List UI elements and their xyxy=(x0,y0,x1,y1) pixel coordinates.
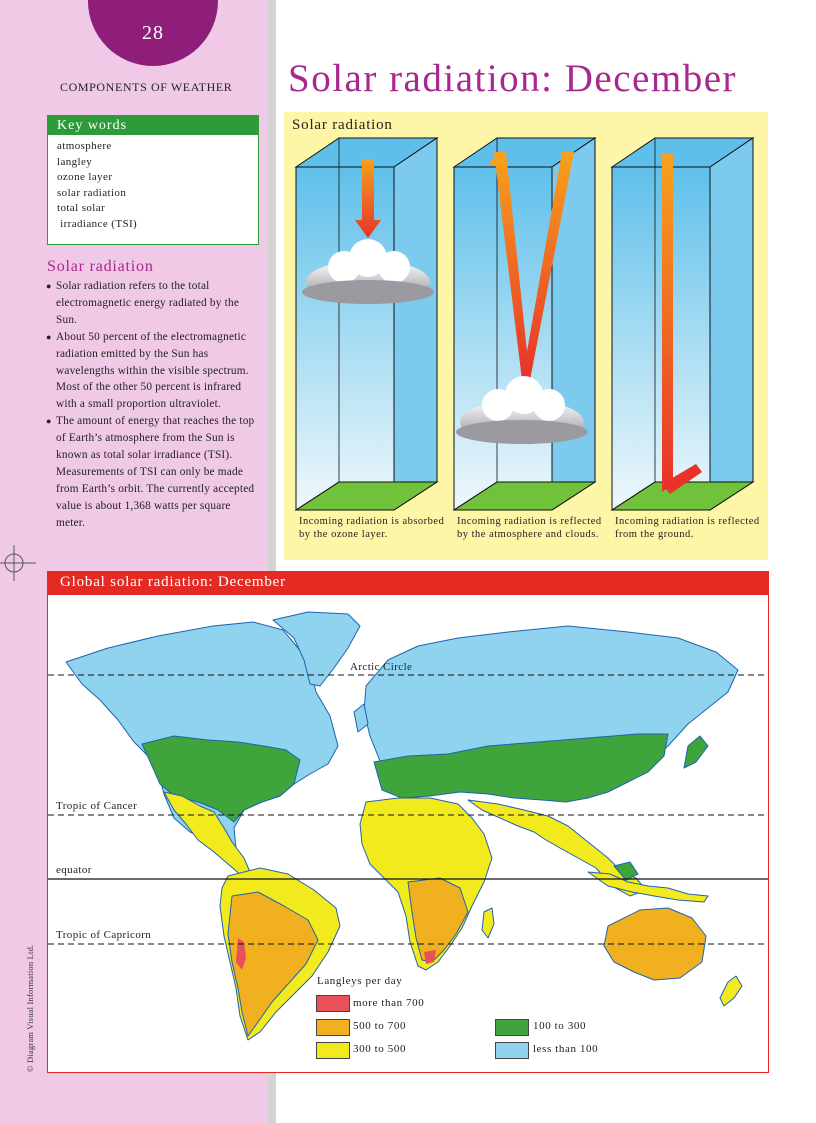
key-word: solar radiation xyxy=(57,186,127,199)
legend-label: 500 to 700 xyxy=(353,1020,407,1032)
legend-label: 100 to 300 xyxy=(533,1020,587,1032)
caption-ground: Incoming radiation is reflected from the ground. xyxy=(615,516,760,541)
legend-swatch xyxy=(316,1019,350,1036)
key-word: total solar xyxy=(57,202,106,215)
bullet-item: ● About 50 percent of the electromagnetic radiation emitted by the Sun has wavelengths within the visible spectrum. Most of the other 50 percent is infrared with a small proportion ultraviolet. xyxy=(46,329,260,414)
caption-ozone: Incoming radiation is absorbed by the ozone layer. xyxy=(299,516,445,541)
key-word: atmosphere xyxy=(57,140,112,152)
legend-swatch xyxy=(316,1042,350,1059)
solar-radiation-heading: Solar radiation xyxy=(47,258,154,275)
bullet-item: ● Solar radiation refers to the total electromagnetic energy radiated by the Sun. xyxy=(46,278,260,329)
arctic-circle-label: Arctic Circle xyxy=(350,661,413,673)
registration-mark-icon xyxy=(0,545,40,581)
legend-swatch xyxy=(495,1019,529,1036)
box-cloud-reflection xyxy=(454,138,595,510)
key-words-box xyxy=(47,115,259,245)
tropic-of-capricorn-label: Tropic of Capricorn xyxy=(56,929,152,941)
legend-swatch xyxy=(495,1042,529,1059)
box-ozone-absorption xyxy=(296,138,437,510)
key-word: ozone layer xyxy=(57,171,113,184)
key-word: irradiance (TSI) xyxy=(57,217,138,230)
copyright-notice: © Diagram Visual Information Ltd. xyxy=(25,944,35,1072)
tropic-of-cancer-label: Tropic of Cancer xyxy=(56,800,138,812)
legend-label: 300 to 500 xyxy=(353,1043,407,1055)
legend-title: Langleys per day xyxy=(317,975,403,987)
page-number: 28 xyxy=(142,22,164,44)
box-ground-reflection xyxy=(612,138,753,510)
equator-label: equator xyxy=(56,864,92,876)
key-word: langley xyxy=(57,155,93,168)
indonesia-region xyxy=(588,872,708,902)
section-label: COMPONENTS OF WEATHER xyxy=(60,80,233,94)
key-words-heading: Key words xyxy=(48,116,258,135)
bullet-item: ● The amount of energy that reaches the top of Earth’s atmosphere from the Sun is known as total solar irradiance (TSI). Measurements of TSI can only be made from Earth’s orbit. The currently accepted value is about 1,368 watts per square meter. xyxy=(46,413,260,531)
new-zealand-region xyxy=(720,976,742,1006)
madagascar-region xyxy=(482,908,494,938)
japan-region xyxy=(684,736,708,768)
legend-label: less than 100 xyxy=(533,1043,599,1055)
north-america-green-band xyxy=(142,736,300,822)
map-title: Global solar radiation: December xyxy=(60,574,286,590)
page-title: Solar radiation: December xyxy=(288,57,737,100)
diagram-title: Solar radiation xyxy=(292,117,393,133)
legend-label: more than 700 xyxy=(353,997,425,1009)
legend-swatch xyxy=(316,995,350,1012)
radiation-boxes-illustration xyxy=(284,112,768,560)
key-words-list xyxy=(48,139,258,233)
caption-clouds: Incoming radiation is reflected by the atmosphere and clouds. xyxy=(457,516,602,541)
solar-radiation-bullets xyxy=(46,278,260,532)
